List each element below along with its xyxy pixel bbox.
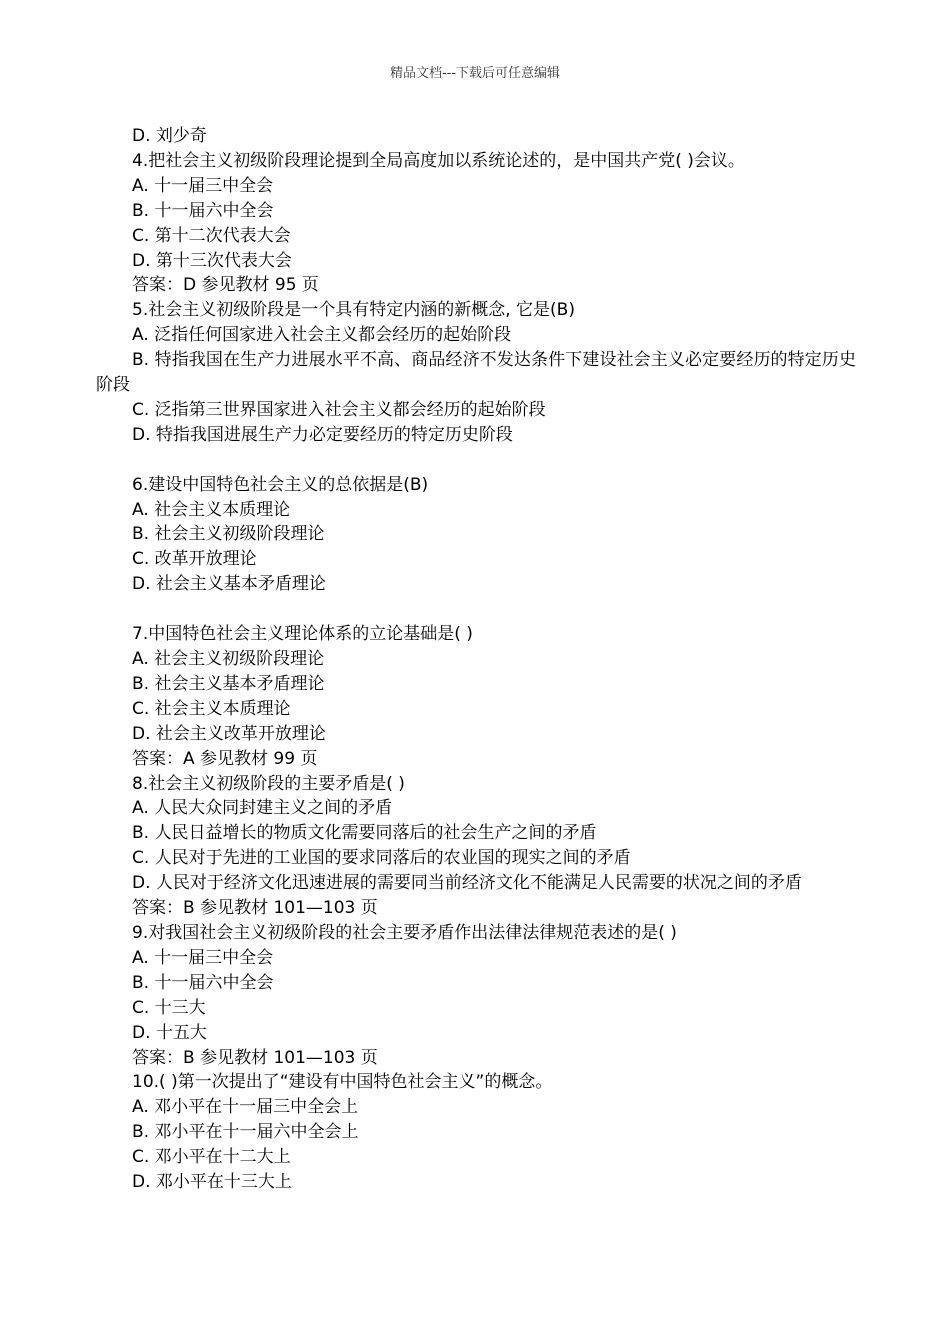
q6-option-d: D. 社会主义基本矛盾理论 xyxy=(132,574,326,595)
q8-stem: 8.社会主义初级阶段的主要矛盾是( ) xyxy=(132,773,405,794)
q8-option-b: B. 人民日益增长的物质文化需要同落后的社会生产之间的矛盾 xyxy=(132,823,597,844)
q6-option-a: A. 社会主义本质理论 xyxy=(132,499,291,520)
q10-option-a: A. 邓小平在十一届三中全会上 xyxy=(132,1097,359,1118)
q9-answer: 答案：B 参见教材 101—103 页 xyxy=(132,1047,378,1068)
q9-option-b: B. 十一届六中全会 xyxy=(132,972,274,993)
q10-option-b: B. 邓小平在十一届六中全会上 xyxy=(132,1122,359,1143)
q5-option-a: A. 泛指任何国家进入社会主义都会经历的起始阶段 xyxy=(132,325,512,346)
q7-option-d: D. 社会主义改革开放理论 xyxy=(132,723,326,744)
q7-answer: 答案：A 参见教材 99 页 xyxy=(132,748,318,769)
page-header: 精品文档---下载后可任意编辑 xyxy=(389,66,561,81)
q4-answer: 答案：D 参见教材 95 页 xyxy=(132,275,319,296)
q4-option-a: A. 十一届三中全会 xyxy=(132,175,274,196)
q4-option-d: D. 第十三次代表大会 xyxy=(132,250,292,271)
q10-option-d: D. 邓小平在十三大上 xyxy=(132,1172,292,1193)
q7-stem: 7.中国特色社会主义理论体系的立论基础是( ) xyxy=(132,624,473,645)
q9-option-c: C. 十三大 xyxy=(132,997,206,1018)
q8-option-a: A. 人民大众同封建主义之间的矛盾 xyxy=(132,798,393,819)
q9-option-d: D. 十五大 xyxy=(132,1022,207,1043)
q8-option-d: D. 人民对于经济文化迅速进展的需要同当前经济文化不能满足人民需要的状况之间的矛盾 xyxy=(132,873,802,894)
spacer xyxy=(96,597,856,622)
q8-option-c: C. 人民对于先进的工业国的要求同落后的农业国的现实之间的矛盾 xyxy=(132,848,631,869)
q9-stem: 9.对我国社会主义初级阶段的社会主要矛盾作出法律法律规范表述的是( ) xyxy=(132,922,677,943)
q10-option-c: C. 邓小平在十二大上 xyxy=(132,1147,291,1168)
q4-option-c: C. 第十二次代表大会 xyxy=(132,225,291,246)
q10-stem: 10.( )第一次提出了“建设有中国特色社会主义”的概念。 xyxy=(132,1072,553,1093)
q4-option-b: B. 十一届六中全会 xyxy=(132,200,274,221)
q6-option-b: B. 社会主义初级阶段理论 xyxy=(132,524,325,545)
q9-option-a: A. 十一届三中全会 xyxy=(132,947,274,968)
q7-option-b: B. 社会主义基本矛盾理论 xyxy=(132,673,325,694)
q7-option-c: C. 社会主义本质理论 xyxy=(132,698,291,719)
document-body xyxy=(96,124,856,1195)
spacer xyxy=(96,448,856,473)
q3-option-d: D. 刘少奇 xyxy=(132,126,207,146)
q8-answer: 答案：B 参见教材 101—103 页 xyxy=(132,898,378,919)
q5-option-b: B. 特指我国在生产力进展水平不高、商品经济不发达条件下建设社会主义必定要经历的特定历史阶段 xyxy=(96,350,856,396)
q7-option-a: A. 社会主义初级阶段理论 xyxy=(132,649,325,669)
q5-option-c: C. 泛指第三世界国家进入社会主义都会经历的起始阶段 xyxy=(132,399,546,420)
q6-option-c: C. 改革开放理论 xyxy=(132,549,257,570)
q6-stem: 6.建设中国特色社会主义的总依据是(B) xyxy=(132,474,429,495)
q5-option-d: D. 特指我国进展生产力必定要经历的特定历史阶段 xyxy=(132,424,513,445)
q4-stem: 4.把社会主义初级阶段理论提到全局高度加以系统论述的，是中国共产党( )会议。 xyxy=(132,150,745,171)
q5-stem: 5.社会主义初级阶段是一个具有特定内涵的新概念, 它是(B) xyxy=(132,300,575,321)
